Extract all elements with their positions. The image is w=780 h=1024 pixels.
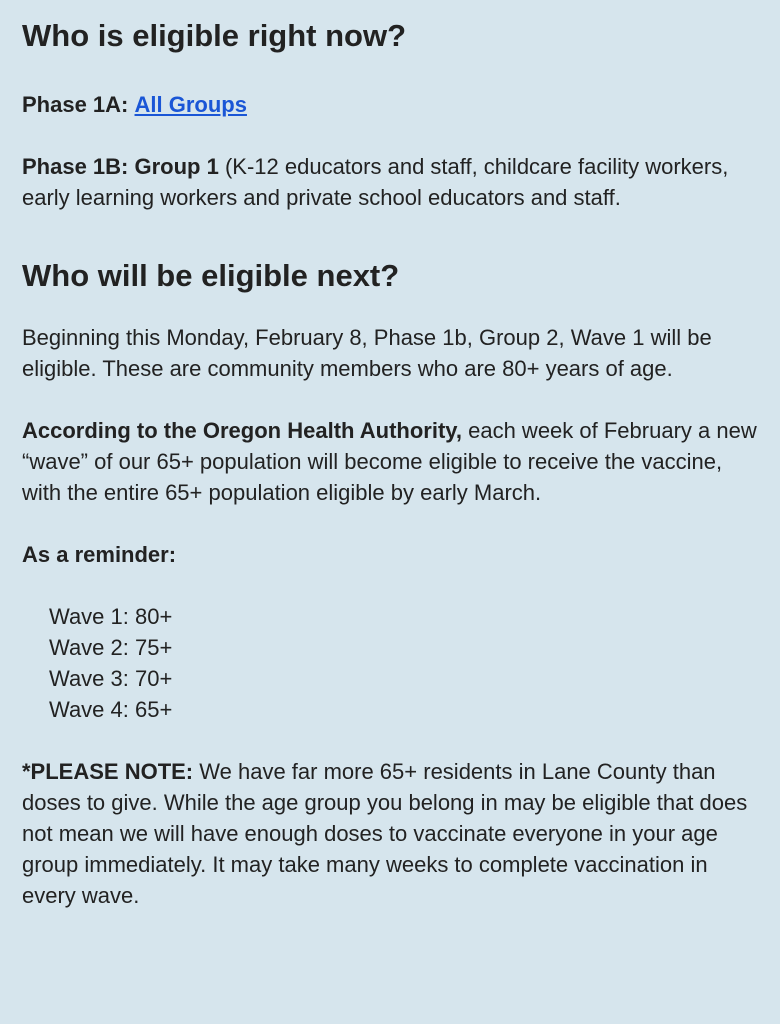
phase-1a-line xyxy=(22,89,758,120)
note-bold-label: *PLEASE NOTE: xyxy=(22,759,194,784)
oha-paragraph xyxy=(22,415,758,508)
all-groups-link[interactable]: All Groups xyxy=(134,92,247,117)
note-paragraph xyxy=(22,756,758,911)
phase-1b-paragraph xyxy=(22,151,758,213)
wave-item: Wave 4: 65+ xyxy=(49,697,173,722)
phase-1b-text: (K-12 educators and staff, childcare facility workers, early learning workers and private school educators and staff. xyxy=(22,154,729,210)
oha-bold-text: According to the Oregon Health Authority, xyxy=(22,418,462,443)
wave-list xyxy=(22,601,758,725)
oha-text: each week of February a new “wave” of our 65+ population will become eligible to receive the vaccine, with the entire 65+ population eligible by early March. xyxy=(22,418,757,505)
section-heading-eligible-next: Who will be eligible next? xyxy=(22,258,400,293)
phase-1b-label: Phase 1B: Group 1 xyxy=(22,154,219,179)
note-text: We have far more 65+ residents in Lane County than doses to give. While the age group you belong in may be eligible that does not mean we will have enough doses to vaccinate everyone in your age group immediately. It may take many weeks to complete vaccination in every wave. xyxy=(22,759,748,908)
reminder-label: As a reminder: xyxy=(22,542,177,567)
intro-paragraph: Beginning this Monday, February 8, Phase 1b, Group 2, Wave 1 will be eligible. These are community members who are 80+ years of age. xyxy=(22,325,712,381)
wave-item: Wave 1: 80+ xyxy=(49,604,173,629)
section-heading-eligible-now: Who is eligible right now? xyxy=(22,18,407,53)
wave-item: Wave 3: 70+ xyxy=(49,666,173,691)
wave-item: Wave 2: 75+ xyxy=(49,635,173,660)
phase-1a-label: Phase 1A: xyxy=(22,92,129,117)
